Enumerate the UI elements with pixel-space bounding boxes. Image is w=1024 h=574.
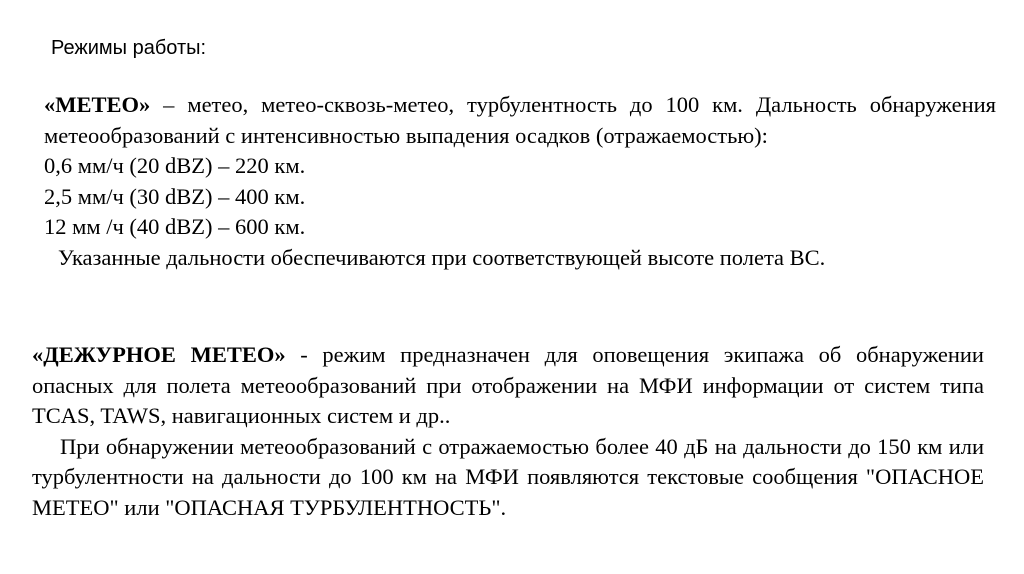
standby-mode-title: «ДЕЖУРНОЕ МЕТЕО» (32, 342, 286, 367)
standby-meteo-block (32, 340, 984, 523)
range-line-2: 2,5 мм/ч (30 dBZ) – 400 км. (44, 183, 306, 209)
range-note: Указанные дальности обеспечиваются при соответствующей высоте полета ВС. (58, 244, 826, 270)
meteo-mode-text: – метео, метео-сквозь-метео, турбулентность до 100 км. Дальность обнаружения метеообразований с интенсивностью выпадения осадков (отражаемостью): (44, 92, 996, 148)
meteo-mode-block (44, 90, 996, 273)
meteo-description (44, 90, 996, 151)
standby-alert-paragraph: При обнаружении метеообразований с отражаемостью более 40 дБ на дальности до 150 км или турбулентности на дальности до 100 км на МФИ появляются текстовые сообщения "ОПАСНОЕ МЕТЕО" или "ОПАСНАЯ ТУРБУЛЕНТНОСТЬ". (32, 433, 984, 520)
section-heading: Режимы работы: (51, 37, 207, 59)
standby-description (32, 340, 984, 432)
standby-mode-text: - режим предназначен для оповещения экипажа об обнаружении опасных для полета метеообразований при отображении на МФИ информации от систем типа TCAS, TAWS, навигационных систем и др.. (32, 342, 984, 428)
range-line-3: 12 мм /ч (40 dBZ) – 600 км. (44, 214, 306, 239)
meteo-mode-title: «МЕТЕО» (44, 92, 151, 117)
range-line-1: 0,6 мм/ч (20 dBZ) – 220 км. (44, 153, 306, 178)
